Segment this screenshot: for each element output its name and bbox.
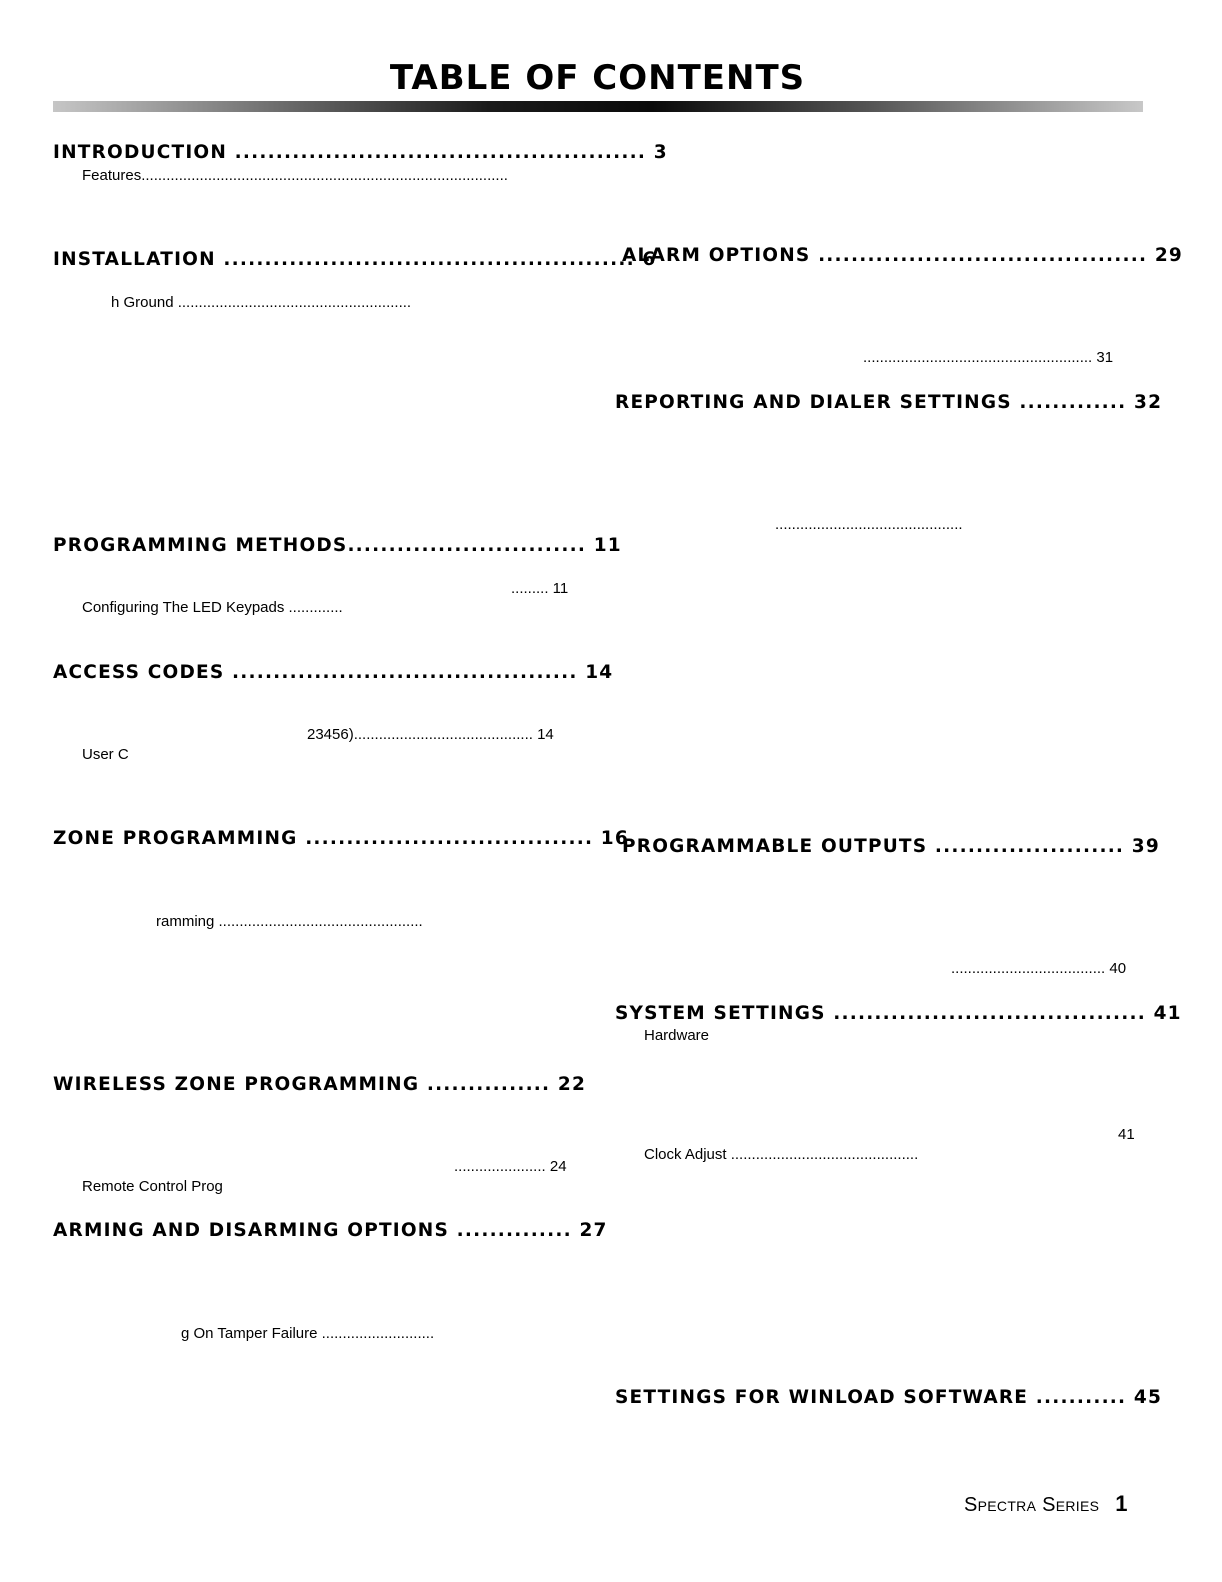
toc-user-codes[interactable]: User C [82, 746, 129, 763]
toc-access-codes[interactable]: ACCESS CODES .......................................... 14 [53, 662, 614, 683]
toc-ground[interactable]: h Ground ........................................................ [111, 294, 412, 311]
toc-programming-entry[interactable]: ......... 11 [511, 580, 569, 597]
toc-programming-methods[interactable]: PROGRAMMING METHODS............................. 11 [53, 535, 622, 556]
toc-reporting-dialer[interactable]: REPORTING AND DIALER SETTINGS ............. 32 [615, 392, 1163, 413]
toc-winload-settings[interactable]: SETTINGS FOR WINLOAD SOFTWARE ........... 45 [615, 1387, 1163, 1408]
toc-zone-entry[interactable]: ramming ................................................. [156, 913, 423, 930]
footer-brand: Spectra Series [964, 1494, 1100, 1516]
toc-system-entry[interactable]: 41 [1118, 1126, 1135, 1143]
toc-wireless-zone-programming[interactable]: WIRELESS ZONE PROGRAMMING ............... 22 [53, 1074, 587, 1095]
page-footer [964, 1491, 1128, 1517]
page-title: TABLE OF CONTENTS [389, 58, 806, 98]
toc-zone-programming[interactable]: ZONE PROGRAMMING ................................... 16 [53, 828, 629, 849]
toc-installation[interactable]: INSTALLATION .................................................. 6 [53, 249, 657, 270]
toc-configuring-keypads[interactable]: Configuring The LED Keypads ............. [82, 599, 343, 616]
toc-introduction[interactable]: INTRODUCTION .................................................. 3 [53, 142, 668, 163]
toc-system-settings[interactable]: SYSTEM SETTINGS ...................................... 41 [615, 1003, 1182, 1024]
toc-remote-control[interactable]: Remote Control Prog [82, 1178, 223, 1195]
toc-wireless-entry[interactable]: ...................... 24 [454, 1158, 567, 1175]
toc-programmable-outputs[interactable]: PROGRAMMABLE OUTPUTS ....................... 39 [622, 836, 1160, 857]
toc-clock-adjust[interactable]: Clock Adjust ............................................. [644, 1146, 919, 1163]
toc-hardware[interactable]: Hardware [644, 1027, 710, 1044]
toc-access-entry[interactable]: 23456)........................................... 14 [307, 726, 554, 743]
toc-outputs-entry[interactable]: ..................................... 40 [951, 960, 1127, 977]
toc-tamper-failure[interactable]: g On Tamper Failure ........................... [181, 1325, 435, 1342]
toc-arming-disarming[interactable]: ARMING AND DISARMING OPTIONS .............. 27 [53, 1220, 608, 1241]
toc-alarm-entry[interactable]: ....................................................... 31 [863, 349, 1114, 366]
toc-features[interactable]: Features........................................................................................ [82, 167, 508, 184]
toc-reporting-entry[interactable]: ............................................. [775, 516, 963, 533]
toc-alarm-options[interactable]: ALARM OPTIONS ........................................ 29 [622, 245, 1183, 266]
page-number: 1 [1115, 1491, 1128, 1516]
title-divider [53, 101, 1143, 112]
